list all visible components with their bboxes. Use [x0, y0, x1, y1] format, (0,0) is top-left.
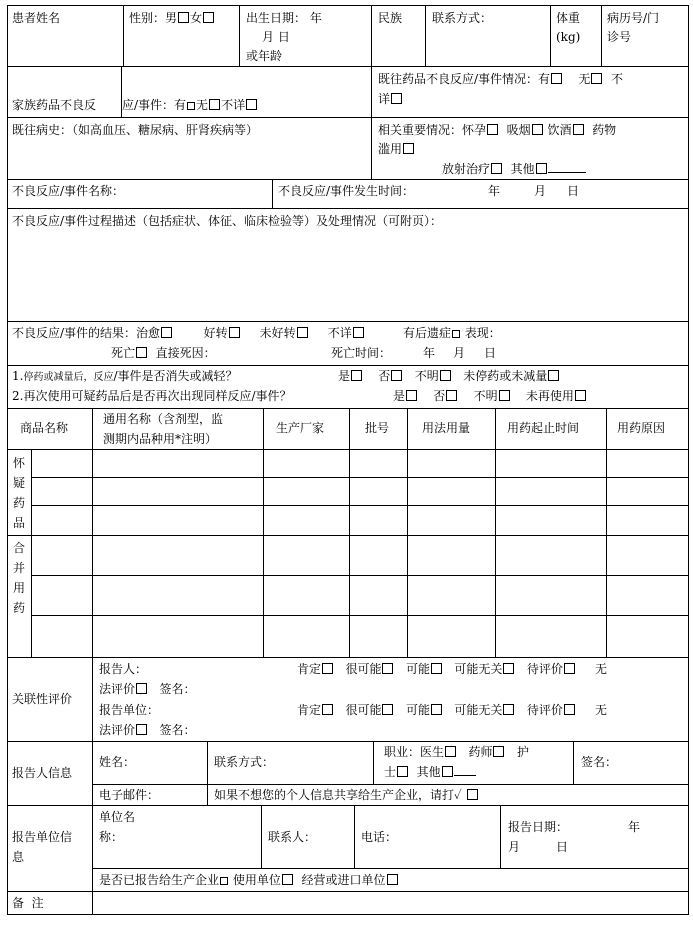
record-number-label-2: 诊号 [607, 30, 632, 44]
past-unknown-label-a: 不 [610, 72, 623, 86]
checkbox-improved[interactable] [229, 327, 240, 338]
q1-no-label: 否 [378, 369, 391, 383]
pending-label: 待评价 [526, 662, 563, 676]
ethnicity-label: 民族 [378, 11, 403, 25]
header-usage: 用法用量 [422, 421, 471, 435]
gender-female-label: 女 [190, 11, 203, 25]
checkbox-male[interactable] [178, 12, 189, 23]
phone-label: 电话： [361, 830, 398, 844]
question-1 [12, 366, 238, 388]
direct-cause-label: 直接死因： [155, 346, 216, 360]
q2-no-label: 否 [433, 389, 446, 403]
q1-text: /事件是否消失或减轻？ [113, 369, 238, 383]
remarks-input[interactable] [93, 892, 687, 913]
checkbox-family-none[interactable] [209, 99, 220, 110]
report-date-label: 报告日期： [508, 820, 569, 834]
smoking-label: 吸烟 [506, 123, 531, 137]
not-improved-label: 未好转 [259, 326, 296, 340]
checkbox-reporter-possible[interactable] [431, 663, 442, 674]
important-info-field-2 [378, 139, 415, 159]
cannot-eval-label-a: 无 [594, 662, 607, 676]
drug-abuse-label-b: 滥用 [378, 142, 403, 156]
checkbox-q2-yes[interactable] [406, 390, 417, 401]
checkbox-death[interactable] [136, 347, 147, 358]
checkbox-unit-pending[interactable] [564, 704, 575, 715]
checkbox-drug-abuse[interactable] [403, 143, 414, 154]
header-trade-name: 商品名称 [20, 421, 69, 435]
unit-unrelated-label: 可能无关 [454, 703, 503, 717]
contact-person-label: 联系人： [268, 830, 317, 844]
important-info-label: 相关重要情况：怀孕 [378, 123, 487, 137]
weight-label: 体重 [556, 11, 581, 25]
distributor-label: 经营或进口单位 [301, 873, 386, 887]
radiation-label: 放射治疗 [442, 162, 491, 176]
unit-eval-line-2 [99, 720, 195, 740]
unit-info-label-2: 息 [12, 850, 25, 864]
family-adr-field [12, 95, 96, 115]
reporter-name-label: 姓名： [99, 755, 136, 769]
checkbox-unit-possible[interactable] [431, 704, 442, 715]
important-info-field-3 [442, 159, 586, 179]
user-unit-label: 使用单位 [232, 873, 281, 887]
header-period: 用药起止时间 [507, 421, 580, 435]
weight-unit: (kg) [556, 30, 581, 44]
checkbox-reporter-certain[interactable] [322, 663, 333, 674]
possible-label: 可能 [405, 662, 430, 676]
q1-number: 1. [12, 369, 24, 383]
reported-label: 是否已报告给生产企业 [99, 873, 220, 887]
checkbox-q1-yes[interactable] [351, 370, 362, 381]
checkbox-reporter-cannot[interactable] [136, 683, 147, 694]
header-generic-name-2: 测期内品种用*注明） [103, 432, 218, 446]
unit-signature-label: 签名： [159, 723, 196, 737]
gender-field [129, 8, 215, 28]
nurse-label-a: 护 [516, 745, 529, 759]
unit-cannot-label-a: 无 [594, 703, 607, 717]
report-month: 月 [508, 840, 521, 854]
occupation-other-input[interactable] [454, 765, 476, 776]
drinking-label: 饮酒 [547, 123, 572, 137]
dob-month-day: 月 日 [262, 30, 290, 44]
pharmacist-label: 药师 [468, 745, 493, 759]
q1-unclear-label: 不明 [414, 369, 439, 383]
unit-certain-label: 肯定 [297, 703, 322, 717]
unit-info-label: 报告单位信 [12, 830, 73, 844]
checkbox-reporter-pending[interactable] [564, 663, 575, 674]
unit-eval-label: 报告单位： [99, 703, 160, 717]
result-field [12, 323, 501, 343]
cured-label: 治愈 [136, 326, 161, 340]
q1-not-stopped-label: 未停药或未减量 [463, 369, 548, 383]
checkbox-nurse[interactable] [397, 766, 408, 777]
checkbox-unit-cannot[interactable] [136, 724, 147, 735]
header-generic-name: 通用名称（含剂型，监 [103, 412, 224, 426]
family-none-label: 无 [196, 98, 209, 112]
past-adr-field-2 [378, 89, 403, 109]
past-adr-field [378, 69, 623, 89]
report-year: 年 [628, 820, 641, 834]
checkbox-female[interactable] [203, 12, 214, 23]
sequela-label: 有后遗症 [402, 326, 451, 340]
record-number-label: 病历号/门 [607, 11, 660, 25]
checkbox-result-unknown[interactable] [353, 327, 364, 338]
unit-name-label-2: 称： [99, 830, 124, 844]
checkbox-drinking[interactable] [573, 124, 584, 135]
checkbox-unit-unrelated[interactable] [503, 704, 514, 715]
death-time-label: 死亡时间： [331, 346, 392, 360]
unit-possible-label: 可能 [405, 703, 430, 717]
unit-name-label: 单位名 [99, 810, 136, 824]
unit-eval-options [297, 700, 607, 720]
death-day: 日 [484, 346, 497, 360]
past-unknown-label-b: 详 [378, 92, 391, 106]
reporter-eval-options [297, 659, 607, 679]
question-2-options [393, 386, 587, 406]
result-label: 不良反应/事件的结果： [12, 326, 137, 340]
reporter-eval-label: 报告人： [99, 662, 148, 676]
cannot-eval-label-b: 法评价 [99, 682, 136, 696]
adr-name-label: 不良反应/事件名称： [12, 184, 125, 198]
adr-time-label: 不良反应/事件发生时间： [278, 184, 415, 198]
suspect-drugs-label: 怀疑药品 [12, 456, 25, 530]
improved-label: 好转 [203, 326, 228, 340]
checkbox-radiation[interactable] [491, 163, 502, 174]
certain-label: 肯定 [297, 662, 322, 676]
checkbox-past-unknown[interactable] [391, 93, 402, 104]
checkbox-pharmacist[interactable] [493, 746, 504, 757]
checkbox-other[interactable] [536, 163, 547, 174]
checkbox-share-consent[interactable] [467, 789, 478, 800]
reported-field [99, 870, 399, 890]
medical-history-label: 既往病史：（如高血压、糖尿病、肝肾疾病等） [12, 123, 259, 137]
death-field [111, 343, 216, 363]
checkbox-q2-not-reused[interactable] [575, 390, 586, 401]
important-info-field [378, 120, 616, 140]
checkbox-q2-unclear[interactable] [499, 390, 510, 401]
checkbox-reported-manufacturer[interactable] [220, 877, 228, 885]
q1-small-text: 停药或减量后，反应 [23, 372, 114, 383]
family-adr-label: 家族药品不良反 [12, 98, 97, 112]
checkbox-q1-unclear[interactable] [440, 370, 451, 381]
occupation-other-label: 其他 [416, 765, 441, 779]
nurse-label-b: 士 [384, 765, 397, 779]
q2-unclear-label: 不明 [473, 389, 498, 403]
evaluation-label: 关联性评价 [12, 692, 73, 706]
checkbox-past-none[interactable] [591, 73, 602, 84]
checkbox-family-yes[interactable] [187, 102, 195, 110]
reporter-signature-label: 签名： [159, 682, 196, 696]
past-none-label: 无 [578, 72, 591, 86]
header-batch: 批号 [365, 421, 390, 435]
result-unknown-label: 不详 [327, 326, 352, 340]
checkbox-distributor[interactable] [387, 874, 398, 885]
q2-not-reused-label: 未再使用 [525, 389, 574, 403]
patient-name-label: 患者姓名 [12, 11, 61, 25]
checkbox-q2-no[interactable] [446, 390, 457, 401]
reporter-contact-label: 联系方式： [214, 755, 275, 769]
contact-label: 联系方式： [432, 11, 493, 25]
other-input[interactable] [548, 162, 586, 173]
probable-label: 很可能 [345, 662, 382, 676]
process-description-label: 不良反应/事件过程描述（包括症状、体征、临床检验等）及处理情况（可附页）： [12, 214, 443, 228]
header-reason: 用药原因 [617, 421, 666, 435]
unit-cannot-label-b: 法评价 [99, 723, 136, 737]
checkbox-q1-no[interactable] [391, 370, 402, 381]
drug-abuse-label-a: 药物 [592, 123, 617, 137]
checkbox-cured[interactable] [161, 327, 172, 338]
checkbox-reporter-unrelated[interactable] [503, 663, 514, 674]
death-month: 月 [453, 346, 466, 360]
age-label: 或年龄 [246, 49, 283, 63]
checkbox-doctor[interactable] [445, 746, 456, 757]
q2-yes-label: 是 [393, 389, 406, 403]
checkbox-not-improved[interactable] [297, 327, 308, 338]
occupation-field-2 [384, 762, 476, 782]
checkbox-smoking[interactable] [532, 124, 543, 135]
occupation-field [384, 742, 529, 762]
checkbox-unit-probable[interactable] [382, 704, 393, 715]
question-1-options [338, 366, 560, 386]
gender-male-label: 性别：男 [129, 11, 178, 25]
reporter-signature: 签名： [581, 755, 618, 769]
remarks-label: 备 注 [12, 896, 44, 910]
checkbox-pregnancy[interactable] [487, 124, 498, 135]
check-mark-icon: ✓ [454, 788, 462, 802]
process-description-area[interactable] [9, 233, 686, 319]
family-adr-label-2: 应/事件：有 [122, 98, 187, 112]
manifestation-label: 表现： [464, 326, 501, 340]
dob-label: 出生日期： 年 [246, 11, 322, 25]
unit-probable-label: 很可能 [345, 703, 382, 717]
share-consent-field [214, 785, 479, 805]
adr-day: 日 [567, 184, 580, 198]
concomitant-drugs-label: 合并用药 [12, 541, 25, 615]
checkbox-q1-not-stopped[interactable] [548, 370, 559, 381]
header-manufacturer: 生产厂家 [276, 421, 325, 435]
occupation-doctor-label: 职业：医生 [384, 745, 445, 759]
checkbox-unit-certain[interactable] [322, 704, 333, 715]
family-adr-options [122, 95, 258, 115]
other-label: 其他 [510, 162, 535, 176]
checkbox-past-yes[interactable] [551, 73, 562, 84]
unrelated-label: 可能无关 [454, 662, 503, 676]
email-label: 电子邮件： [99, 788, 160, 802]
adr-month: 月 [534, 184, 547, 198]
reporter-eval-line-2 [99, 679, 195, 699]
checkbox-family-unknown[interactable] [246, 99, 257, 110]
family-unknown-label: 不详 [221, 98, 246, 112]
checkbox-user-unit[interactable] [282, 874, 293, 885]
report-day: 日 [556, 840, 569, 854]
reporter-info-label: 报告人信息 [12, 766, 73, 780]
unit-pending-label: 待评价 [526, 703, 563, 717]
adr-year: 年 [488, 184, 501, 198]
death-label: 死亡 [111, 346, 136, 360]
checkbox-occupation-other[interactable] [442, 766, 453, 777]
checkbox-sequela[interactable] [452, 330, 460, 338]
death-year: 年 [423, 346, 436, 360]
checkbox-reporter-probable[interactable] [382, 663, 393, 674]
question-2: 2.再次使用可疑药品后是否再次出现同样反应/事件？ [12, 389, 292, 403]
share-consent-label: 如果不想您的个人信息共享给生产企业，请打 [214, 788, 455, 802]
q1-yes-label: 是 [338, 369, 351, 383]
past-adr-label: 既往药品不良反应/事件情况：有 [378, 72, 551, 86]
